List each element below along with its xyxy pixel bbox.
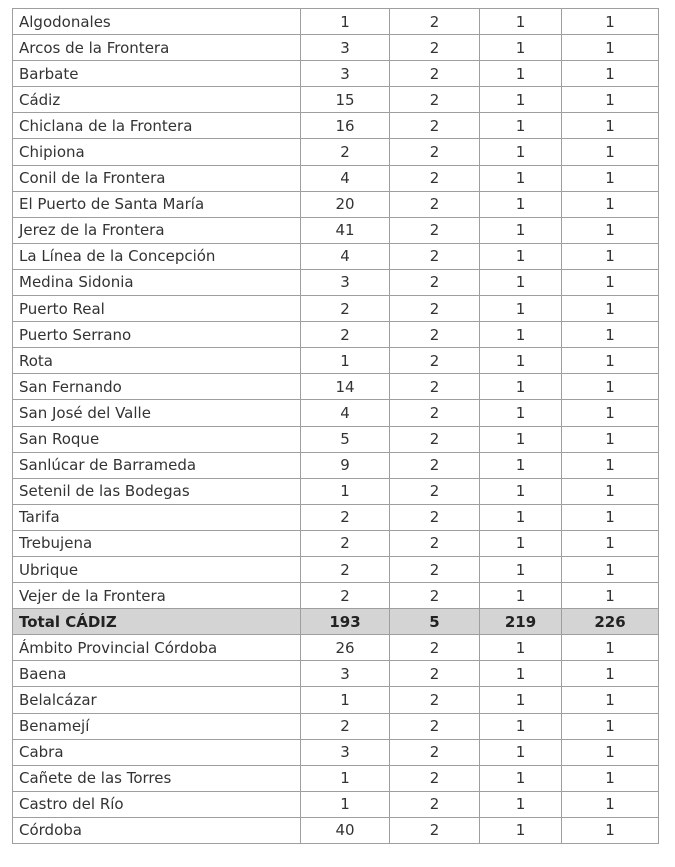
value-cell-3: 1 [480, 713, 562, 739]
value-cell-3: 1 [480, 191, 562, 217]
municipality-cell: Puerto Serrano [13, 322, 301, 348]
table-row [13, 9, 659, 35]
value-cell-4: 1 [562, 348, 659, 374]
value-cell-3: 1 [480, 61, 562, 87]
value-cell-2: 2 [390, 452, 480, 478]
value-cell-2: 2 [390, 765, 480, 791]
value-cell-1: 1 [301, 765, 390, 791]
value-cell-1: 16 [301, 113, 390, 139]
table-row [13, 504, 659, 530]
table-row [13, 530, 659, 556]
municipality-cell: San José del Valle [13, 400, 301, 426]
value-cell-4: 1 [562, 452, 659, 478]
total-row [13, 609, 659, 635]
value-cell-4: 1 [562, 217, 659, 243]
value-cell-1: 5 [301, 426, 390, 452]
table-row [13, 661, 659, 687]
table-row [13, 113, 659, 139]
value-cell-3: 1 [480, 765, 562, 791]
value-cell-4: 226 [562, 609, 659, 635]
municipality-cell: Arcos de la Frontera [13, 35, 301, 61]
value-cell-2: 2 [390, 165, 480, 191]
value-cell-1: 2 [301, 530, 390, 556]
municipality-cell: Belalcázar [13, 687, 301, 713]
value-cell-4: 1 [562, 269, 659, 295]
value-cell-1: 40 [301, 817, 390, 843]
value-cell-1: 1 [301, 791, 390, 817]
value-cell-3: 1 [480, 583, 562, 609]
table-row [13, 61, 659, 87]
value-cell-3: 1 [480, 87, 562, 113]
table-row [13, 791, 659, 817]
value-cell-3: 1 [480, 400, 562, 426]
value-cell-4: 1 [562, 661, 659, 687]
table-row [13, 400, 659, 426]
value-cell-2: 2 [390, 322, 480, 348]
value-cell-4: 1 [562, 556, 659, 582]
value-cell-3: 1 [480, 817, 562, 843]
table-row [13, 165, 659, 191]
value-cell-2: 2 [390, 739, 480, 765]
value-cell-4: 1 [562, 61, 659, 87]
value-cell-1: 1 [301, 478, 390, 504]
table-body [13, 9, 659, 844]
value-cell-3: 1 [480, 478, 562, 504]
value-cell-4: 1 [562, 530, 659, 556]
value-cell-2: 2 [390, 191, 480, 217]
value-cell-1: 3 [301, 739, 390, 765]
value-cell-3: 1 [480, 139, 562, 165]
value-cell-3: 1 [480, 374, 562, 400]
municipality-cell: Ubrique [13, 556, 301, 582]
value-cell-3: 1 [480, 687, 562, 713]
value-cell-4: 1 [562, 478, 659, 504]
value-cell-4: 1 [562, 687, 659, 713]
table-row [13, 374, 659, 400]
table-row [13, 348, 659, 374]
value-cell-2: 2 [390, 35, 480, 61]
municipality-cell: Setenil de las Bodegas [13, 478, 301, 504]
value-cell-4: 1 [562, 713, 659, 739]
value-cell-1: 14 [301, 374, 390, 400]
value-cell-3: 1 [480, 426, 562, 452]
value-cell-3: 1 [480, 556, 562, 582]
value-cell-2: 2 [390, 296, 480, 322]
value-cell-3: 1 [480, 348, 562, 374]
value-cell-3: 1 [480, 165, 562, 191]
value-cell-4: 1 [562, 791, 659, 817]
value-cell-2: 2 [390, 426, 480, 452]
value-cell-2: 2 [390, 556, 480, 582]
value-cell-4: 1 [562, 35, 659, 61]
table-row [13, 191, 659, 217]
municipality-cell: Benamejí [13, 713, 301, 739]
municipality-cell: Tarifa [13, 504, 301, 530]
municipality-cell: Córdoba [13, 817, 301, 843]
municipality-cell: Medina Sidonia [13, 269, 301, 295]
municipality-cell: El Puerto de Santa María [13, 191, 301, 217]
value-cell-1: 1 [301, 9, 390, 35]
municipality-cell: Chipiona [13, 139, 301, 165]
value-cell-1: 2 [301, 296, 390, 322]
municipality-cell: Conil de la Frontera [13, 165, 301, 191]
value-cell-2: 2 [390, 217, 480, 243]
table-row [13, 243, 659, 269]
value-cell-4: 1 [562, 322, 659, 348]
value-cell-3: 1 [480, 635, 562, 661]
value-cell-2: 2 [390, 400, 480, 426]
value-cell-4: 1 [562, 635, 659, 661]
value-cell-1: 2 [301, 504, 390, 530]
value-cell-1: 3 [301, 35, 390, 61]
value-cell-4: 1 [562, 765, 659, 791]
municipality-cell: Rota [13, 348, 301, 374]
value-cell-3: 1 [480, 791, 562, 817]
table-row [13, 478, 659, 504]
value-cell-2: 2 [390, 478, 480, 504]
table-row [13, 322, 659, 348]
value-cell-4: 1 [562, 504, 659, 530]
value-cell-1: 2 [301, 139, 390, 165]
value-cell-4: 1 [562, 87, 659, 113]
table-row [13, 739, 659, 765]
value-cell-3: 1 [480, 322, 562, 348]
value-cell-1: 2 [301, 713, 390, 739]
table-row [13, 452, 659, 478]
value-cell-1: 2 [301, 556, 390, 582]
municipality-cell: La Línea de la Concepción [13, 243, 301, 269]
value-cell-2: 2 [390, 139, 480, 165]
value-cell-1: 26 [301, 635, 390, 661]
value-cell-1: 3 [301, 661, 390, 687]
value-cell-4: 1 [562, 296, 659, 322]
value-cell-2: 2 [390, 269, 480, 295]
value-cell-2: 2 [390, 374, 480, 400]
municipality-cell: Cabra [13, 739, 301, 765]
municipality-cell: Trebujena [13, 530, 301, 556]
table-row [13, 765, 659, 791]
municipality-cell: San Roque [13, 426, 301, 452]
municipality-cell: Baena [13, 661, 301, 687]
value-cell-2: 2 [390, 9, 480, 35]
data-table [12, 8, 659, 844]
value-cell-2: 2 [390, 504, 480, 530]
value-cell-3: 1 [480, 452, 562, 478]
value-cell-2: 2 [390, 61, 480, 87]
value-cell-3: 1 [480, 296, 562, 322]
value-cell-1: 41 [301, 217, 390, 243]
value-cell-3: 1 [480, 113, 562, 139]
value-cell-4: 1 [562, 583, 659, 609]
value-cell-1: 3 [301, 61, 390, 87]
value-cell-3: 1 [480, 217, 562, 243]
value-cell-3: 1 [480, 9, 562, 35]
value-cell-2: 2 [390, 635, 480, 661]
municipality-cell: Puerto Real [13, 296, 301, 322]
value-cell-2: 2 [390, 791, 480, 817]
value-cell-1: 15 [301, 87, 390, 113]
value-cell-2: 2 [390, 348, 480, 374]
value-cell-1: 2 [301, 583, 390, 609]
value-cell-4: 1 [562, 9, 659, 35]
value-cell-3: 1 [480, 739, 562, 765]
value-cell-2: 2 [390, 113, 480, 139]
table-row [13, 556, 659, 582]
value-cell-3: 1 [480, 661, 562, 687]
value-cell-1: 20 [301, 191, 390, 217]
value-cell-1: 4 [301, 165, 390, 191]
municipality-cell: Sanlúcar de Barrameda [13, 452, 301, 478]
municipality-cell: Cádiz [13, 87, 301, 113]
value-cell-4: 1 [562, 139, 659, 165]
value-cell-4: 1 [562, 113, 659, 139]
table-row [13, 583, 659, 609]
table-row [13, 139, 659, 165]
table-row [13, 426, 659, 452]
value-cell-4: 1 [562, 243, 659, 269]
value-cell-2: 2 [390, 530, 480, 556]
municipality-cell: Barbate [13, 61, 301, 87]
value-cell-1: 9 [301, 452, 390, 478]
value-cell-4: 1 [562, 426, 659, 452]
value-cell-2: 5 [390, 609, 480, 635]
table-row [13, 687, 659, 713]
municipality-cell: Ámbito Provincial Córdoba [13, 635, 301, 661]
municipality-cell: Vejer de la Frontera [13, 583, 301, 609]
value-cell-4: 1 [562, 191, 659, 217]
table-row [13, 713, 659, 739]
table-row [13, 817, 659, 843]
value-cell-2: 2 [390, 713, 480, 739]
value-cell-1: 3 [301, 269, 390, 295]
value-cell-2: 2 [390, 661, 480, 687]
table-row [13, 635, 659, 661]
value-cell-1: 4 [301, 243, 390, 269]
municipality-cell: Castro del Río [13, 791, 301, 817]
value-cell-3: 1 [480, 504, 562, 530]
table-row [13, 35, 659, 61]
table-row [13, 296, 659, 322]
municipality-cell: San Fernando [13, 374, 301, 400]
value-cell-2: 2 [390, 87, 480, 113]
municipality-cell: Cañete de las Torres [13, 765, 301, 791]
value-cell-4: 1 [562, 817, 659, 843]
table-row [13, 217, 659, 243]
value-cell-1: 4 [301, 400, 390, 426]
value-cell-1: 2 [301, 322, 390, 348]
value-cell-2: 2 [390, 687, 480, 713]
table-row [13, 87, 659, 113]
value-cell-4: 1 [562, 739, 659, 765]
value-cell-3: 1 [480, 269, 562, 295]
value-cell-1: 193 [301, 609, 390, 635]
value-cell-3: 219 [480, 609, 562, 635]
municipality-cell: Total CÁDIZ [13, 609, 301, 635]
municipality-cell: Chiclana de la Frontera [13, 113, 301, 139]
municipality-cell: Jerez de la Frontera [13, 217, 301, 243]
value-cell-3: 1 [480, 35, 562, 61]
value-cell-4: 1 [562, 400, 659, 426]
value-cell-3: 1 [480, 530, 562, 556]
value-cell-4: 1 [562, 374, 659, 400]
value-cell-3: 1 [480, 243, 562, 269]
value-cell-4: 1 [562, 165, 659, 191]
value-cell-2: 2 [390, 817, 480, 843]
value-cell-1: 1 [301, 348, 390, 374]
table-row [13, 269, 659, 295]
value-cell-1: 1 [301, 687, 390, 713]
value-cell-2: 2 [390, 243, 480, 269]
municipality-cell: Algodonales [13, 9, 301, 35]
value-cell-2: 2 [390, 583, 480, 609]
